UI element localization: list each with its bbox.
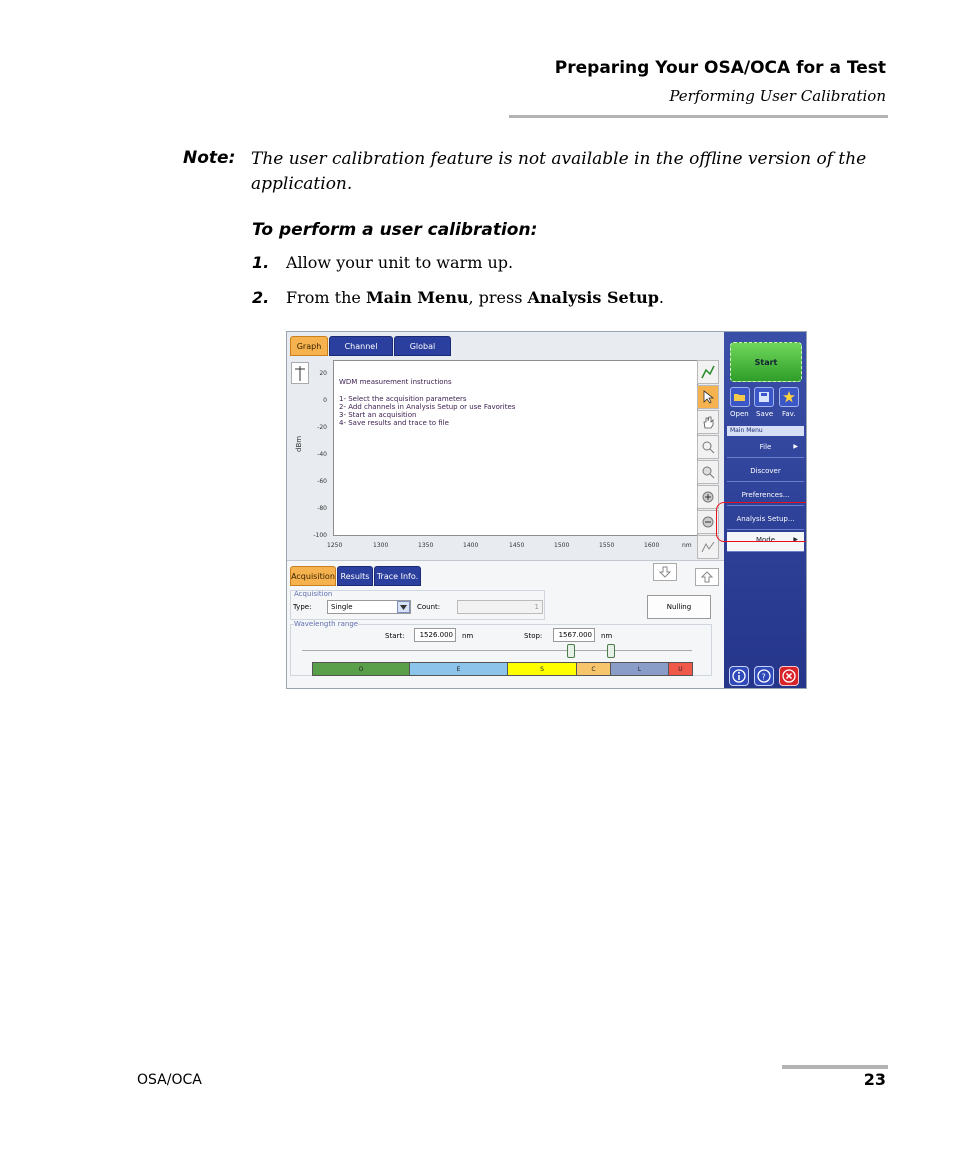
chevron-down-icon[interactable] [397, 601, 410, 613]
note-label: Note: [183, 148, 236, 168]
info-icon[interactable] [729, 666, 749, 686]
stop-label: Stop: [524, 632, 543, 640]
stop-unit: nm [601, 632, 613, 640]
y-axis-label: dBm [295, 435, 303, 452]
step-2-pre: From the [286, 288, 366, 307]
step-2-mid: , press [468, 288, 528, 307]
start-label: Start: [385, 632, 405, 640]
count-field[interactable]: 1 [457, 600, 543, 614]
step-2-menu-name: Main Menu [365, 288, 469, 307]
header-rule [509, 115, 888, 118]
wavelength-section-label: Wavelength range [294, 620, 359, 628]
x-tick: 1550 [599, 542, 615, 549]
band-e: E [409, 662, 508, 676]
osa-app-screenshot [286, 331, 807, 689]
save-label: Save [756, 410, 774, 418]
zoom-in-icon[interactable] [697, 485, 719, 509]
acquisition-section-label: Acquisition [294, 590, 333, 598]
highlight-analysis-setup [716, 502, 807, 542]
note-text: The user calibration feature is not available in the offline version of the application. [251, 149, 867, 194]
range-slider-track[interactable] [302, 650, 692, 651]
instructions-title: WDM measurement instructions [339, 378, 452, 386]
pointer-icon[interactable] [697, 385, 719, 409]
step-1-text: Allow your unit to warm up. [286, 253, 514, 272]
x-tick: 1450 [509, 542, 525, 549]
start-unit: nm [462, 632, 474, 640]
step-2-end: . [658, 288, 664, 307]
step-2-text [286, 288, 664, 307]
chevron-right-icon: ▶ [793, 443, 798, 450]
band-o: O [312, 662, 410, 676]
graph-area[interactable] [333, 360, 698, 536]
footer-product: OSA/OCA [137, 1072, 202, 1088]
range-slider-stop-handle[interactable] [607, 644, 615, 658]
page-number: 23 [863, 1070, 886, 1089]
y-tick: -100 [313, 532, 327, 539]
step-1-number: 1. [252, 253, 270, 272]
menu-item-analysis-setup[interactable]: Analysis Setup... [727, 508, 804, 530]
y-tick: -60 [317, 478, 327, 485]
zoom-area-icon[interactable] [697, 435, 719, 459]
autoscale-icon[interactable] [697, 360, 719, 384]
open-folder-icon[interactable] [730, 387, 750, 407]
tab-trace-info[interactable]: Trace Info. [374, 566, 421, 586]
tab-graph[interactable]: Graph [290, 336, 328, 356]
tab-results[interactable]: Results [337, 566, 373, 586]
save-disk-icon[interactable] [754, 387, 774, 407]
instruction-line: 4- Save results and trace to file [339, 419, 449, 427]
y-tick: 20 [319, 370, 327, 377]
band-c: C [576, 662, 611, 676]
instruction-line: 2- Add channels in Analysis Setup or use Favorites [339, 403, 516, 411]
x-tick: 1250 [327, 542, 343, 549]
fav-label: Fav. [782, 410, 796, 418]
count-label: Count: [417, 603, 441, 611]
band-l: L [610, 662, 669, 676]
svg-text:?: ? [761, 672, 766, 682]
y-tick: -40 [317, 451, 327, 458]
menu-item-file[interactable] [727, 436, 804, 458]
tab-acquisition[interactable]: Acquisition [290, 566, 336, 586]
x-tick: 1300 [373, 542, 389, 549]
type-select-value: Single [331, 603, 353, 611]
full-view-icon[interactable] [697, 535, 719, 559]
step-2-number: 2. [252, 288, 270, 307]
x-tick: 1600 [644, 542, 660, 549]
menu-item-mode-label: Mode [755, 536, 776, 544]
x-tick: 1400 [463, 542, 479, 549]
help-icon[interactable] [754, 666, 774, 686]
type-label: Type: [293, 603, 312, 611]
x-tick: 1500 [554, 542, 570, 549]
close-icon[interactable] [779, 666, 799, 686]
band-u: U [668, 662, 693, 676]
arrow-up-icon[interactable] [695, 568, 719, 586]
instruction-line: 3- Start an acquisition [339, 411, 417, 419]
main-menu-header: Main Menu [727, 426, 804, 436]
start-button[interactable]: Start [730, 342, 802, 382]
start-wavelength-input[interactable]: 1526.000 [414, 628, 456, 642]
procedure-title: To perform a user calibration: [252, 220, 538, 240]
chevron-right-icon: ▶ [793, 536, 798, 543]
tab-channel-results[interactable]: Channel [329, 336, 393, 356]
menu-item-discover[interactable]: Discover [727, 460, 804, 482]
range-slider-start-handle[interactable] [567, 644, 575, 658]
tab-global-results[interactable]: Global [394, 336, 451, 356]
step-2-item-name: Analysis Setup [527, 288, 659, 307]
y-tick: -80 [317, 505, 327, 512]
footer-rule [782, 1065, 888, 1069]
y-tick: 0 [323, 397, 327, 404]
x-unit: nm [682, 542, 692, 549]
pan-hand-icon[interactable] [697, 410, 719, 434]
arrow-down-icon[interactable] [653, 563, 677, 581]
open-label: Open [730, 410, 749, 418]
stop-wavelength-input[interactable]: 1567.000 [553, 628, 595, 642]
favorites-star-icon[interactable] [779, 387, 799, 407]
menu-item-file-label: File [759, 443, 772, 451]
x-tick: 1350 [418, 542, 434, 549]
nulling-button[interactable]: Nulling [647, 595, 711, 619]
instruction-line: 1- Select the acquisition parameters [339, 395, 467, 403]
zoom-icon[interactable] [697, 460, 719, 484]
menu-item-preferences[interactable]: Preferences... [727, 484, 804, 506]
band-s: S [507, 662, 577, 676]
page-header-subtitle: Performing User Calibration [669, 87, 886, 105]
y-tick: -20 [317, 424, 327, 431]
page-header-title: Preparing Your OSA/OCA for a Test [554, 58, 886, 78]
